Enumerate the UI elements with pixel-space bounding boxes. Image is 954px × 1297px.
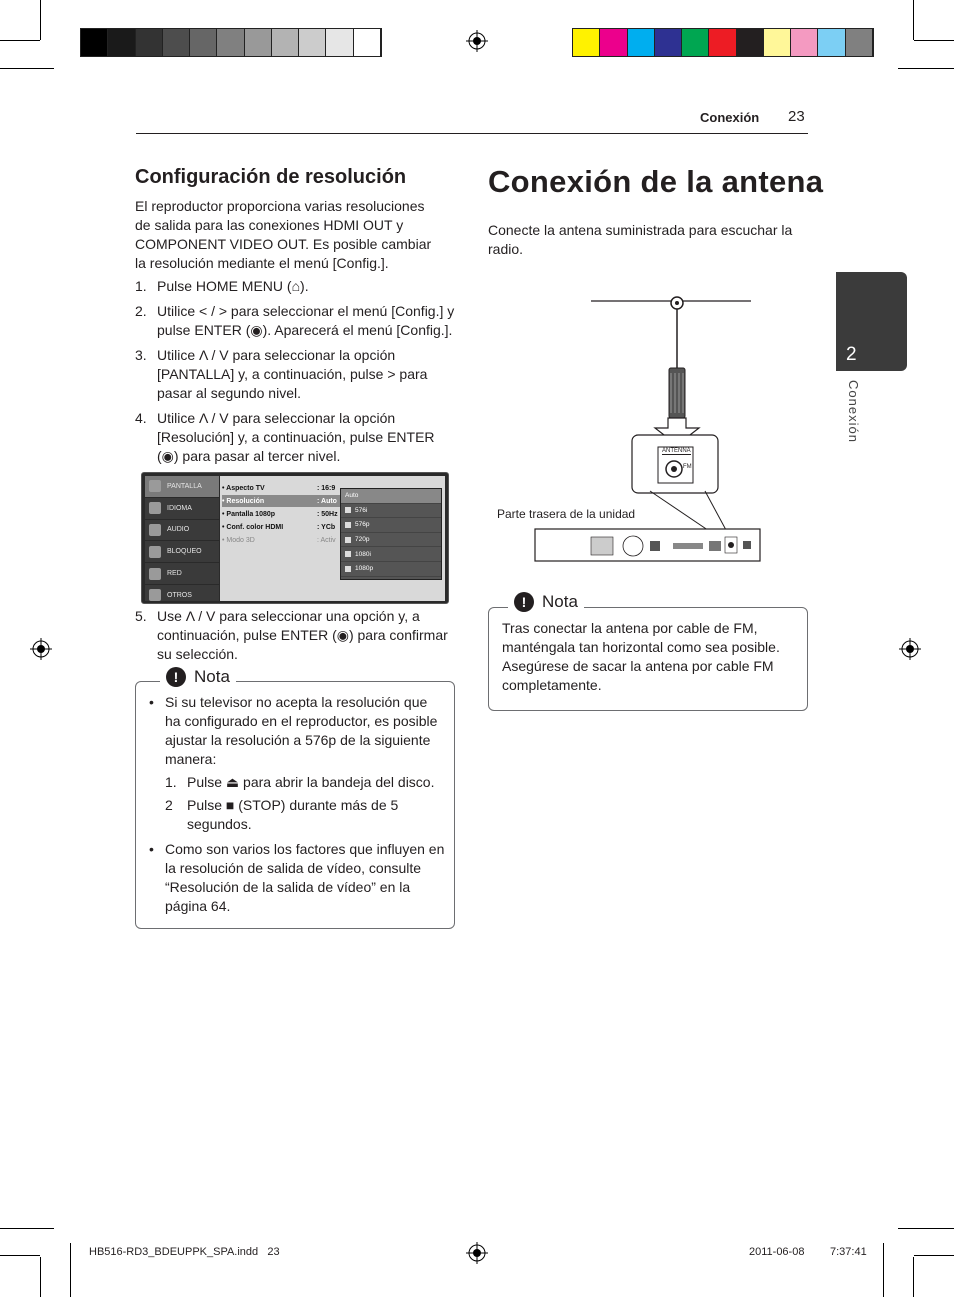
note-bullet-text: Como son varios los factores que influyen en la resolución de salida de vídeo, consulte “Resolución de la salida de vídeo” en la página 64. bbox=[165, 841, 445, 914]
exclamation-icon: ! bbox=[166, 667, 186, 687]
note-header bbox=[160, 667, 236, 687]
setup-menu-categories bbox=[145, 476, 219, 601]
substep-number: 2 bbox=[165, 797, 173, 813]
footer-date: 2011-06-08 bbox=[749, 1246, 805, 1258]
color-swatch bbox=[628, 29, 655, 56]
menu-option-row bbox=[222, 495, 342, 507]
checkbox-icon bbox=[345, 566, 351, 572]
category-icon bbox=[149, 546, 161, 558]
resolution-option bbox=[341, 547, 441, 562]
color-swatch bbox=[764, 29, 791, 56]
resolution-steps bbox=[135, 277, 455, 472]
menu-category bbox=[145, 476, 219, 498]
menu-option-row bbox=[222, 508, 338, 520]
color-swatch bbox=[791, 29, 818, 56]
resolution-option-label: 1080i bbox=[355, 550, 371, 558]
color-swatch bbox=[737, 29, 764, 56]
category-icon bbox=[149, 502, 161, 514]
substep-text: Pulse ■ (STOP) durante más de 5 segundos. bbox=[187, 797, 399, 832]
option-value: : 50Hz bbox=[317, 510, 338, 518]
antenna-connection-diagram bbox=[495, 293, 770, 565]
step-number: 3. bbox=[135, 347, 147, 363]
option-label: • Aspecto TV bbox=[222, 484, 265, 492]
step-item bbox=[135, 409, 455, 466]
gray-swatch bbox=[136, 29, 163, 56]
note-bullet bbox=[149, 693, 445, 834]
step-item bbox=[135, 346, 455, 403]
gray-swatch bbox=[81, 29, 108, 56]
step-item bbox=[135, 607, 455, 664]
step-number: 1. bbox=[135, 278, 147, 294]
exclamation-icon: ! bbox=[514, 592, 534, 612]
gray-swatch bbox=[108, 29, 135, 56]
category-label: OTROS bbox=[167, 591, 192, 599]
step-text: Pulse HOME MENU (⌂). bbox=[157, 278, 309, 294]
color-swatch bbox=[818, 29, 845, 56]
crop-mark bbox=[70, 1243, 71, 1297]
category-label: BLOQUEO bbox=[167, 548, 202, 556]
crop-mark bbox=[883, 1243, 884, 1297]
menu-category bbox=[145, 520, 219, 542]
crop-mark bbox=[913, 1257, 914, 1297]
category-icon bbox=[149, 568, 161, 580]
gray-swatch bbox=[245, 29, 272, 56]
fm-port-label: FM bbox=[683, 464, 692, 470]
menu-category bbox=[145, 563, 219, 585]
gray-swatch bbox=[272, 29, 299, 56]
crop-mark bbox=[914, 1255, 954, 1256]
resolution-step-5 bbox=[135, 607, 455, 670]
chapter-tab-label-wrap bbox=[843, 380, 863, 450]
chapter-tab bbox=[836, 272, 907, 371]
registration-mark-icon bbox=[899, 638, 921, 660]
note-title: Nota bbox=[542, 592, 578, 611]
checkbox-icon bbox=[345, 537, 351, 543]
category-label: PANTALLA bbox=[167, 482, 202, 490]
substep-text: Pulse ⏏ para abrir la bandeja del disco. bbox=[187, 774, 435, 790]
checkbox-icon bbox=[345, 551, 351, 557]
step-number: 2. bbox=[135, 303, 147, 319]
menu-category bbox=[145, 585, 219, 604]
option-label: • Pantalla 1080p bbox=[222, 510, 276, 518]
crop-mark bbox=[0, 40, 40, 41]
chapter-tab-label: Conexión bbox=[846, 380, 861, 443]
category-label: AUDIO bbox=[167, 526, 190, 534]
resolution-option-label: Auto bbox=[345, 492, 359, 500]
section-title-resolution: Configuración de resolución bbox=[135, 166, 407, 188]
category-icon bbox=[149, 524, 161, 536]
registration-mark-icon bbox=[30, 638, 52, 660]
step-text: Utilice Λ / V para seleccionar la opción [PANTALLA] y, a continuación, pulse > para pasar al segundo nivel. bbox=[157, 347, 428, 401]
step-number: 5. bbox=[135, 608, 147, 624]
resolution-option-label: 720p bbox=[355, 536, 370, 544]
category-icon bbox=[149, 589, 161, 601]
diagram-label: Parte trasera de la unidad bbox=[497, 507, 636, 521]
step-number: 4. bbox=[135, 410, 147, 426]
crop-mark bbox=[913, 0, 914, 40]
resolution-option-label: 576p bbox=[355, 521, 370, 529]
resolution-option bbox=[341, 518, 441, 533]
gray-swatch bbox=[354, 29, 381, 56]
option-label: • Conf. color HDMI bbox=[222, 523, 284, 531]
gray-swatch bbox=[326, 29, 353, 56]
step-item bbox=[135, 277, 455, 296]
menu-option-row bbox=[222, 521, 335, 533]
color-swatch bbox=[682, 29, 709, 56]
menu-category bbox=[145, 498, 219, 520]
substep-number: 1. bbox=[165, 774, 177, 790]
registration-mark-icon bbox=[466, 1242, 488, 1264]
crop-mark bbox=[40, 1257, 41, 1297]
color-swatch bbox=[600, 29, 627, 56]
crop-mark bbox=[0, 1255, 40, 1256]
resolution-option bbox=[341, 504, 441, 519]
color-calibration-bar bbox=[572, 28, 874, 57]
resolution-option-label: 1080p bbox=[355, 565, 374, 573]
checkbox-icon bbox=[345, 507, 351, 513]
page-number: 23 bbox=[788, 108, 805, 125]
menu-option-row bbox=[222, 534, 336, 546]
note-text-antenna: Tras conectar la antena por cable de FM, manténgala tan horizontal como sea posible. Asegúrese de sacar la antena por cable FM completamente. bbox=[502, 620, 780, 693]
option-label: • Resolución bbox=[222, 497, 265, 505]
step-text: Use Λ / V para seleccionar una opción y, a continuación, pulse ENTER (◉) para confirmar su selección. bbox=[157, 608, 448, 662]
note-header bbox=[508, 592, 584, 612]
gray-swatch bbox=[190, 29, 217, 56]
note-bullet bbox=[149, 840, 445, 916]
crop-mark bbox=[0, 1228, 54, 1229]
note-substep bbox=[165, 796, 445, 834]
note-substep bbox=[165, 773, 445, 792]
option-value: : Activ bbox=[317, 536, 336, 544]
resolution-option-label: 576i bbox=[355, 506, 368, 514]
note-content-resolution bbox=[149, 693, 445, 922]
resolution-intro: El reproductor proporciona varias resoluciones de salida para las conexiones HDMI OUT y COMPONENT VIDEO OUT. Es posible cambiar la resolución mediante el menú [Config.]. bbox=[135, 198, 432, 271]
crop-mark bbox=[898, 68, 954, 69]
crop-mark bbox=[0, 68, 54, 69]
color-swatch bbox=[709, 29, 736, 56]
resolution-popup bbox=[340, 488, 442, 580]
note-bullet-text: Si su televisor no acepta la resolución que ha configurado en el reproductor, es posible ajustar la resolución a 576p de la siguiente manera: bbox=[165, 694, 438, 767]
step-text: Utilice Λ / V para seleccionar la opción [Resolución] y, a continuación, pulse ENTER (◉) para pasar al tercer nivel. bbox=[157, 410, 435, 464]
color-swatch bbox=[846, 29, 873, 56]
antenna-port-label: ANTENNA bbox=[662, 448, 691, 454]
crop-mark bbox=[40, 0, 41, 40]
menu-option-row bbox=[222, 482, 335, 494]
setup-menu-screenshot bbox=[141, 472, 449, 604]
option-value: : 16:9 bbox=[317, 484, 336, 492]
gray-swatch bbox=[163, 29, 190, 56]
note-substeps bbox=[165, 773, 445, 834]
resolution-option bbox=[341, 489, 441, 504]
option-value: : Auto bbox=[317, 497, 337, 505]
crop-mark bbox=[898, 1228, 954, 1229]
resolution-option bbox=[341, 562, 441, 577]
color-swatch bbox=[655, 29, 682, 56]
resolution-option bbox=[341, 533, 441, 548]
setup-menu-options bbox=[220, 476, 445, 601]
category-label: IDIOMA bbox=[167, 504, 192, 512]
chapter-number: 2 bbox=[846, 344, 857, 365]
color-swatch bbox=[573, 29, 600, 56]
option-label: • Modo 3D bbox=[222, 536, 255, 544]
step-item bbox=[135, 302, 455, 340]
menu-category bbox=[145, 541, 219, 563]
antenna-intro: Conecte la antena suministrada para escuchar la radio. bbox=[488, 222, 793, 257]
running-header-section: Conexión bbox=[700, 110, 760, 125]
gray-swatch bbox=[217, 29, 244, 56]
footer-file-info: HB516-RD3_BDEUPPK_SPA.indd 23 bbox=[89, 1246, 280, 1258]
gray-swatch bbox=[299, 29, 326, 56]
registration-mark-icon bbox=[466, 30, 488, 52]
footer-time: 7:37:41 bbox=[830, 1246, 867, 1258]
category-icon bbox=[149, 480, 161, 492]
crop-mark bbox=[914, 40, 954, 41]
grayscale-calibration-bar bbox=[80, 28, 382, 57]
section-title-antenna: Conexión de la antena bbox=[488, 164, 824, 199]
category-label: RED bbox=[167, 570, 182, 578]
note-title: Nota bbox=[194, 667, 230, 686]
option-value: : YCb bbox=[317, 523, 336, 531]
checkbox-icon bbox=[345, 522, 351, 528]
header-rule bbox=[136, 133, 808, 134]
step-text: Utilice < / > para seleccionar el menú [Config.] y pulse ENTER (◉). Aparecerá el menú [Config.]. bbox=[157, 303, 455, 338]
